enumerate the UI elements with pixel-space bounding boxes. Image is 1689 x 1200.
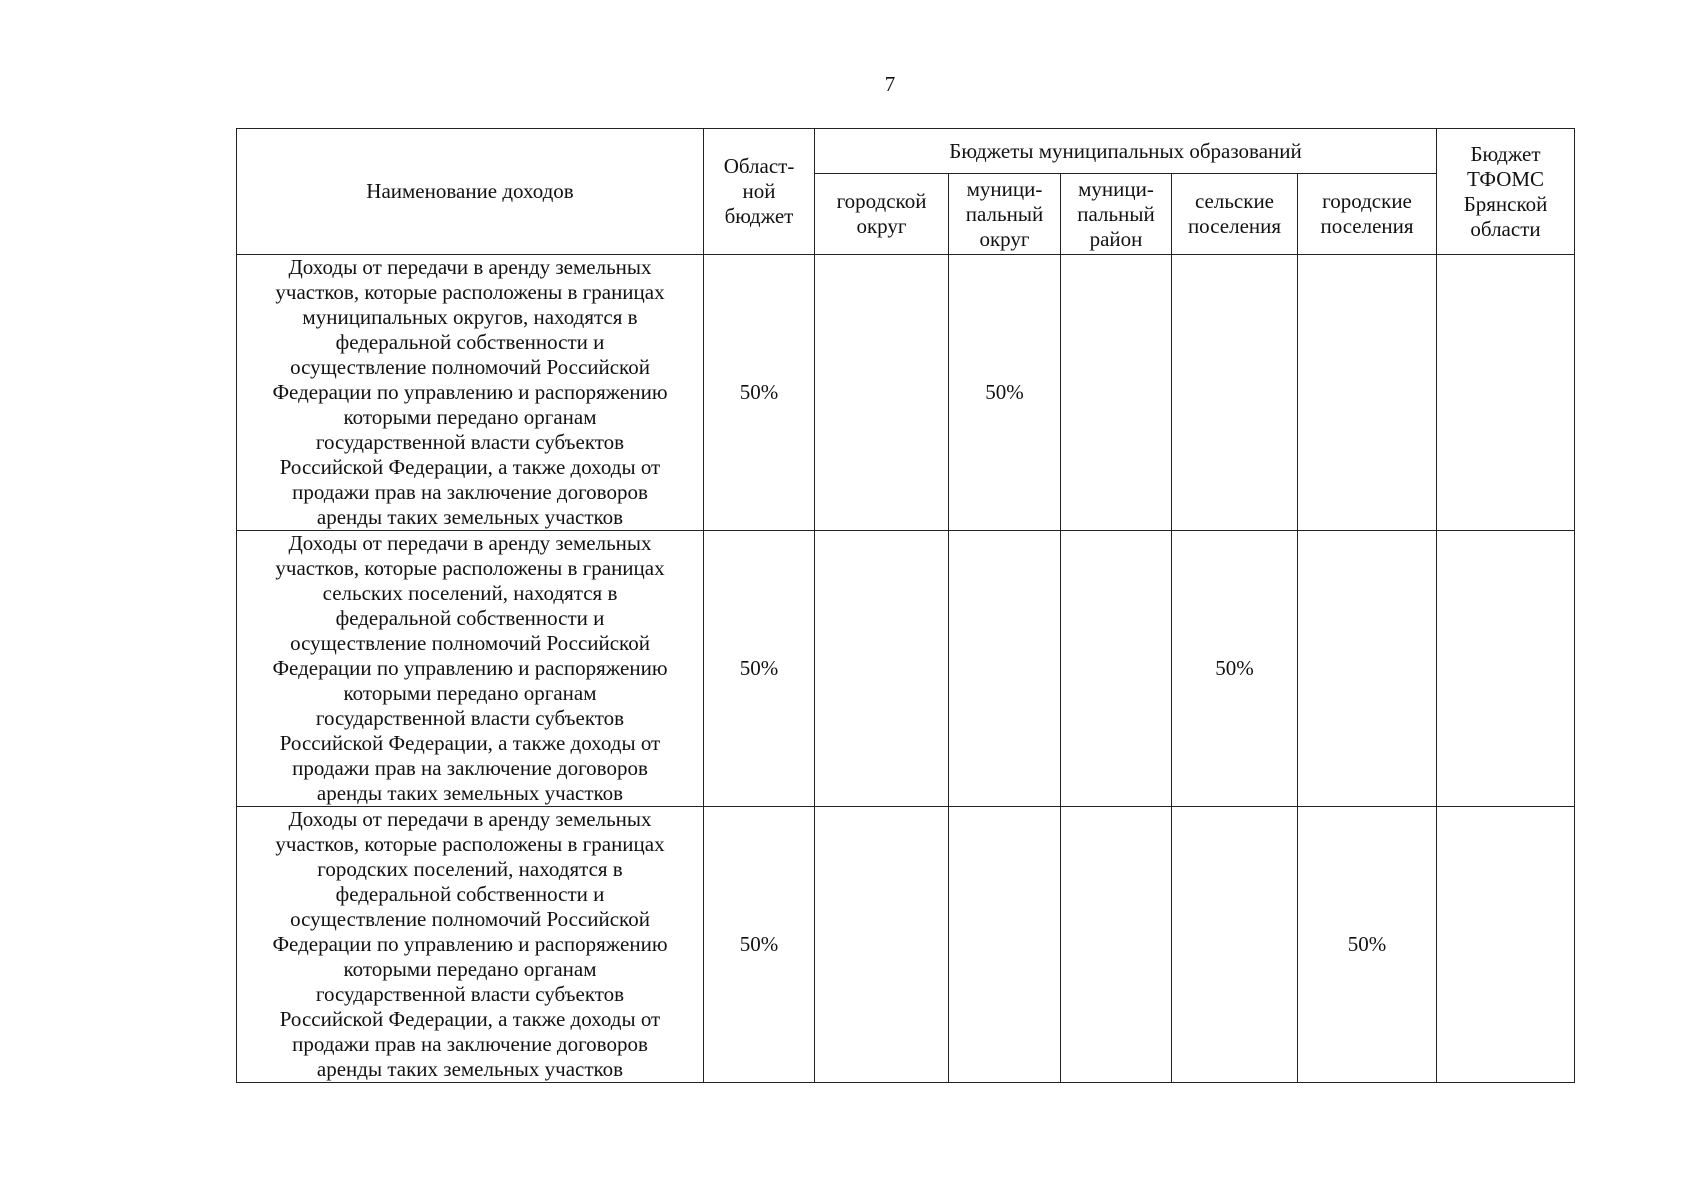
header-urban-settlements: городские поселения <box>1298 174 1437 255</box>
municipal-area-share-cell <box>1061 807 1172 1083</box>
municipal-district-share-cell: 50% <box>949 255 1061 531</box>
municipal-area-share-cell <box>1061 531 1172 807</box>
header-municipal-budgets: Бюджеты муниципальных образований <box>815 129 1437 174</box>
regional-share-cell: 50% <box>704 807 815 1083</box>
tfoms-share-cell <box>1437 807 1575 1083</box>
header-tfoms-budget: Бюджет ТФОМС Брянской области <box>1437 129 1575 255</box>
municipal-area-share-cell <box>1061 255 1172 531</box>
municipal-district-share-cell <box>949 531 1061 807</box>
urban-share-cell <box>1298 255 1437 531</box>
urban-share-cell <box>1298 531 1437 807</box>
rural-share-cell: 50% <box>1172 531 1298 807</box>
revenue-distribution-table <box>236 128 1575 1083</box>
municipal-district-share-cell <box>949 807 1061 1083</box>
header-rural-settlements: сельские поселения <box>1172 174 1298 255</box>
table-row <box>237 807 1575 1083</box>
urban-share-cell: 50% <box>1298 807 1437 1083</box>
header-municipal-area: муници- пальный район <box>1061 174 1172 255</box>
rural-share-cell <box>1172 807 1298 1083</box>
table-row <box>237 255 1575 531</box>
city-district-share-cell <box>815 807 949 1083</box>
tfoms-share-cell <box>1437 255 1575 531</box>
revenue-name-cell: Доходы от передачи в аренду земельных участков, которые расположены в границах муниципальных округов, находятся в федеральной собственности и осуществление полномочий Российской Федерации по управлению и распоряжению которыми передано органам государственной власти субъектов Российской Федерации, а также доходы от продажи прав на заключение договоров аренды таких земельных участков <box>237 255 704 531</box>
header-municipal-district: муници- пальный округ <box>949 174 1061 255</box>
rural-share-cell <box>1172 255 1298 531</box>
header-regional-budget: Област- ной бюджет <box>704 129 815 255</box>
header-city-district: городской округ <box>815 174 949 255</box>
city-district-share-cell <box>815 255 949 531</box>
header-revenue-name: Наименование доходов <box>237 129 704 255</box>
regional-share-cell: 50% <box>704 255 815 531</box>
tfoms-share-cell <box>1437 531 1575 807</box>
table-row <box>237 531 1575 807</box>
regional-share-cell: 50% <box>704 531 815 807</box>
revenue-name-cell: Доходы от передачи в аренду земельных участков, которые расположены в границах городских поселений, находятся в федеральной собственности и осуществление полномочий Российской Федерации по управлению и распоряжению которыми передано органам государственной власти субъектов Российской Федерации, а также доходы от продажи прав на заключение договоров аренды таких земельных участков <box>237 807 704 1083</box>
revenue-name-cell: Доходы от передачи в аренду земельных участков, которые расположены в границах сельских поселений, находятся в федеральной собственности и осуществление полномочий Российской Федерации по управлению и распоряжению которыми передано органам государственной власти субъектов Российской Федерации, а также доходы от продажи прав на заключение договоров аренды таких земельных участков <box>237 531 704 807</box>
city-district-share-cell <box>815 531 949 807</box>
page-number: 7 <box>884 72 896 96</box>
